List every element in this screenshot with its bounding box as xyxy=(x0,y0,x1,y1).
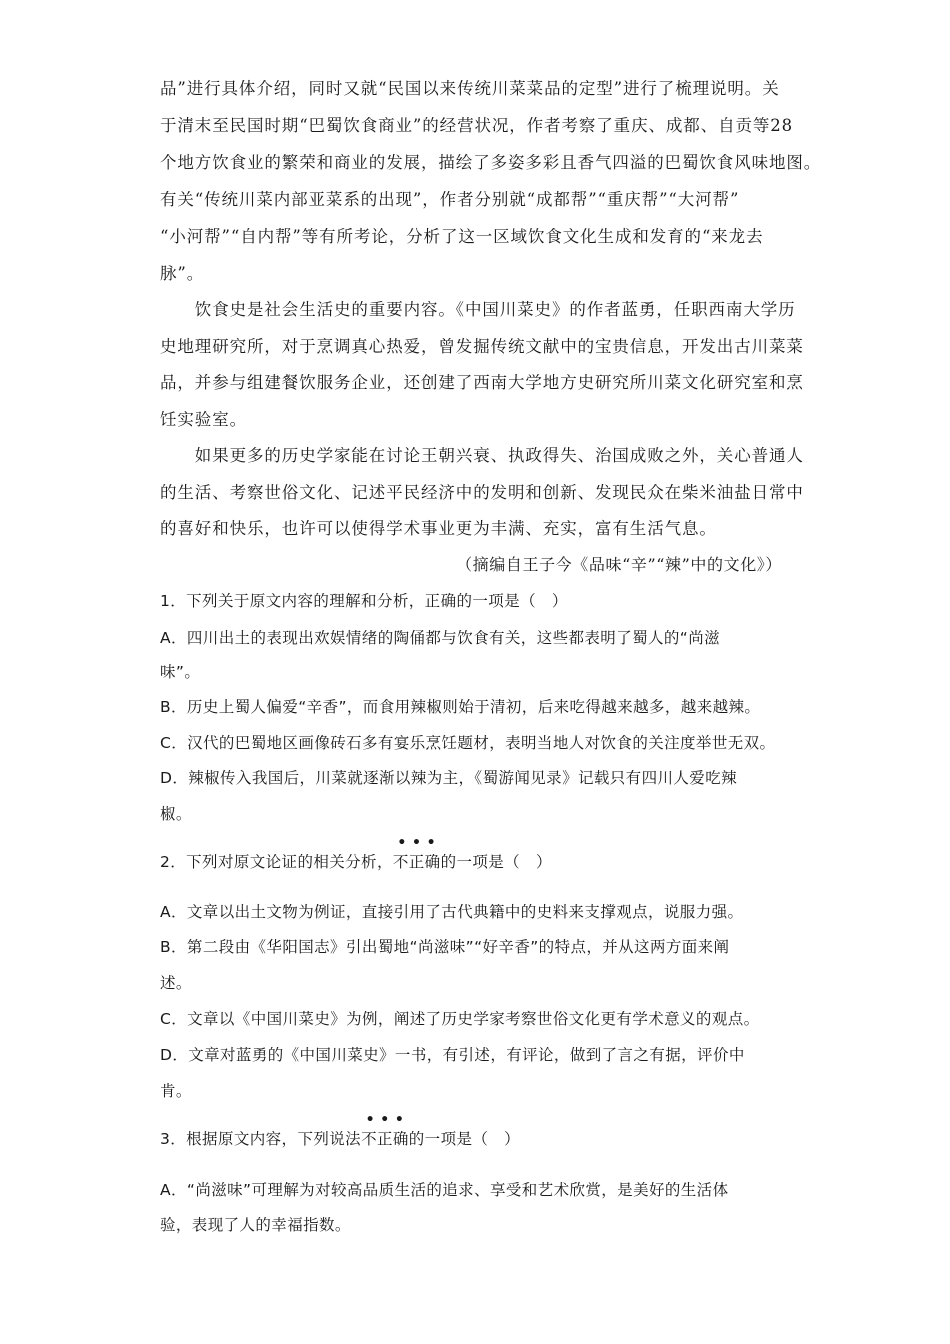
passage-line: 品，并参与组建餐饮服务企业，还创建了西南大学地方史研究所川菜文化研究室和烹 xyxy=(160,373,804,392)
passage-line: 的生活、考察世俗文化、记述平民经济中的发明和创新、发现民众在柴米油盐日常中 xyxy=(160,483,804,502)
emphasis-text: 不正确 xyxy=(361,1130,409,1148)
option-a-cont: 验，表现了人的幸福指数。 xyxy=(160,1216,351,1234)
passage-source: （摘编自王子今《品味“辛”“辣”中的文化》） xyxy=(456,555,782,574)
emphasis-text: 不正确 xyxy=(392,853,441,871)
passage-line: 有关“传统川菜内部亚菜系的出现”，作者分别就“成都帮”“重庆帮”“大河帮” xyxy=(160,190,740,209)
passage-line: 脉”。 xyxy=(160,264,205,283)
option-d: D．文章对蓝勇的《中国川菜史》一书，有引述，有评论，做到了言之有据，评价中 xyxy=(160,1046,745,1064)
passage-line: 个地方饮食业的繁荣和商业的发展，描绘了多姿多彩且香气四溢的巴蜀饮食风味地图。 xyxy=(160,153,822,172)
emphasis-dots: • • • xyxy=(397,835,437,851)
passage-line: 饪实验室。 xyxy=(160,410,247,429)
stem-prefix: 3．根据原文内容，下列说法 xyxy=(160,1130,362,1148)
option-a-cont: 味”。 xyxy=(160,663,201,681)
question-stem xyxy=(160,1112,521,1149)
option-d: D．辣椒传入我国后，川菜就逐渐以辣为主，《蜀游闻见录》记载只有四川人爱吃辣 xyxy=(160,769,737,787)
stem-suffix: 的一项是（ ） xyxy=(408,1130,521,1148)
passage-line: 品”进行具体介绍，同时又就“民国以来传统川菜菜品的定型”进行了梳理说明。关 xyxy=(160,79,780,98)
option-c: C．文章以《中国川菜史》为例，阐述了历史学家考察世俗文化更有学术意义的观点。 xyxy=(160,1010,760,1028)
option-b-cont: 述。 xyxy=(160,974,192,992)
passage-line: “小河帮”“自内帮”等有所考论，分析了这一区域饮食文化生成和发育的“来龙去 xyxy=(160,227,764,246)
question-stem xyxy=(160,835,552,872)
option-b: B．第二段由《华阳国志》引出蜀地“尚滋味”“好辛香”的特点，并从这两方面来阐 xyxy=(160,938,730,956)
option-c: C．汉代的巴蜀地区画像砖石多有宴乐烹饪题材，表明当地人对饮食的关注度举世无双。 xyxy=(160,734,776,752)
emphasis-not-correct xyxy=(392,835,441,872)
option-d-cont: 肯。 xyxy=(160,1082,192,1100)
option-d-cont: 椒。 xyxy=(160,805,192,823)
passage-line: 如果更多的历史学家能在讨论王朝兴衰、执政得失、治国成败之外，关心普通人 xyxy=(160,446,804,465)
emphasis-dots: • • • xyxy=(365,1112,405,1128)
passage-line: 史地理研究所，对于烹调真心热爱，曾发掘传统文献中的宝贵信息，开发出古川菜菜 xyxy=(160,337,804,356)
passage-line: 于清末至民国时期“巴蜀饮食商业”的经营状况，作者考察了重庆、成都、自贡等28 xyxy=(160,116,794,135)
emphasis-not-correct xyxy=(361,1112,409,1149)
stem-suffix: 的一项是（ ） xyxy=(440,853,552,871)
question-stem: 1．下列关于原文内容的理解和分析，正确的一项是（ ） xyxy=(160,592,568,610)
passage-line: 饮食史是社会生活史的重要内容。《中国川菜史》的作者蓝勇，任职西南大学历 xyxy=(160,300,796,319)
option-a: A．“尚滋味”可理解为对较高品质生活的追求、享受和艺术欣赏，是美好的生活体 xyxy=(160,1181,729,1199)
option-a: A．文章以出土文物为例证，直接引用了古代典籍中的史料来支撑观点，说服力强。 xyxy=(160,903,744,921)
stem-prefix: 2．下列对原文论证的相关分析， xyxy=(160,853,393,871)
option-a: A．四川出土的表现出欢娱情绪的陶俑都与饮食有关，这些都表明了蜀人的“尚滋 xyxy=(160,629,721,647)
option-b: B．历史上蜀人偏爱“辛香”，而食用辣椒则始于清初，后来吃得越来越多，越来越辣。 xyxy=(160,698,761,716)
passage-line: 的喜好和快乐，也许可以使得学术事业更为丰满、充实，富有生活气息。 xyxy=(160,519,717,538)
